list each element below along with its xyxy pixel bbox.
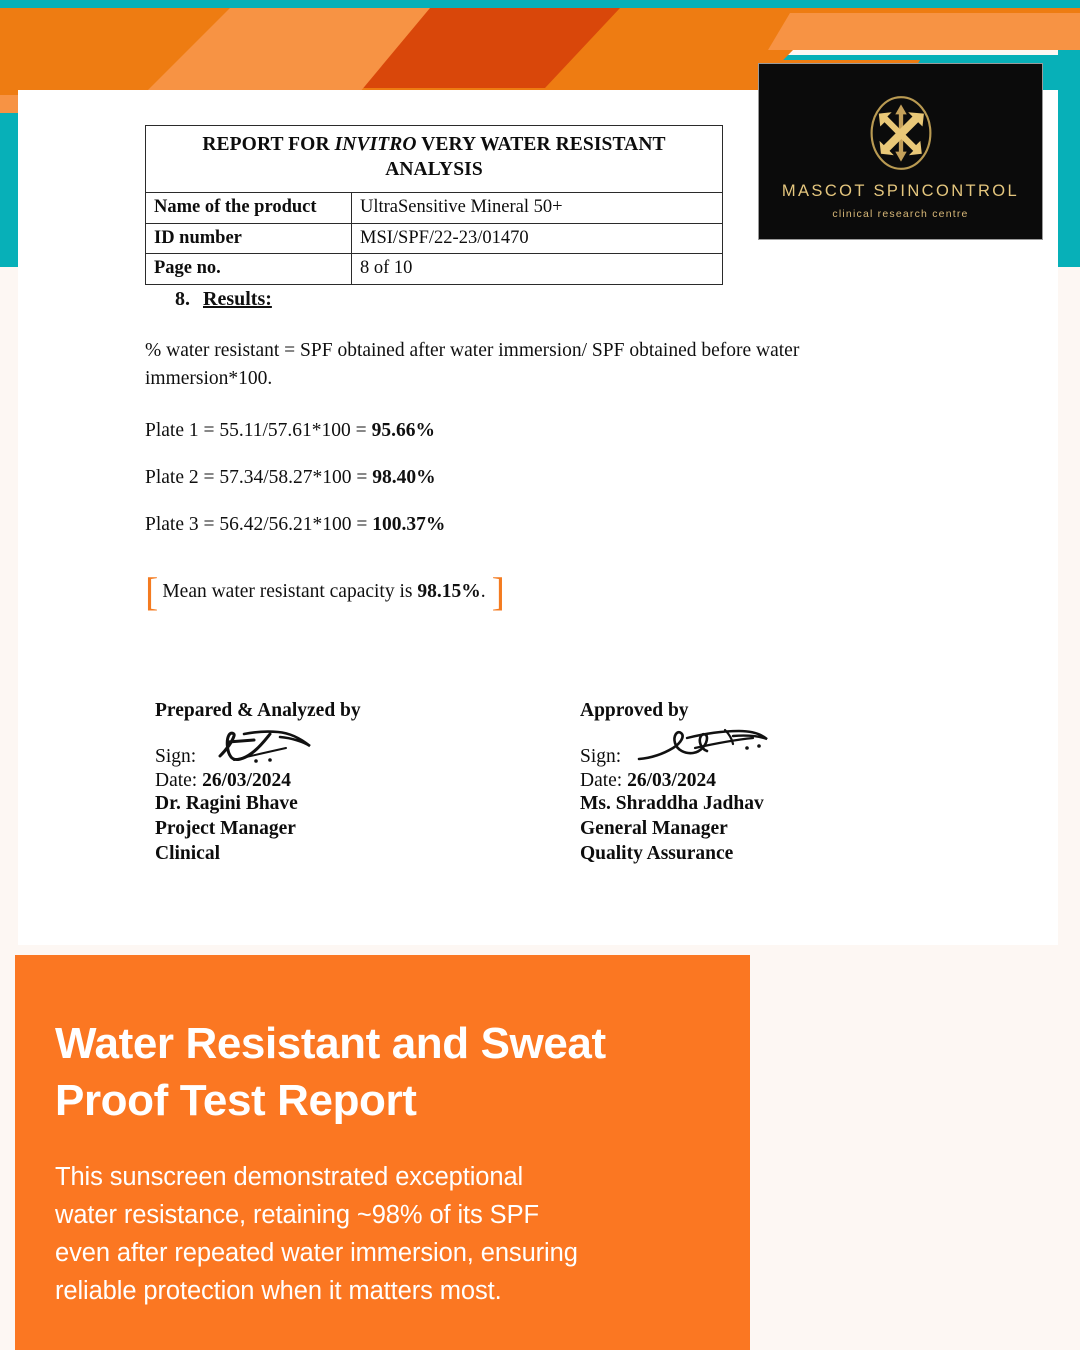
mean-result-text — [162, 581, 485, 603]
report-header-table — [145, 125, 723, 285]
highlight-bracket-right-icon: ] — [491, 569, 505, 615]
prepared-by-date — [155, 770, 550, 792]
approved-by-date-label: Date: — [580, 770, 628, 791]
signature-image-bhave — [204, 726, 344, 766]
approved-by-title: Approved by — [580, 700, 689, 721]
prepared-by-sign-label: Sign: — [155, 746, 197, 767]
highlight-bracket-left-icon: [ — [145, 569, 159, 615]
water-resistant-formula: % water resistant = SPF obtained after water immersion/ SPF obtained before water immersion*100. — [145, 340, 800, 389]
row-label-id: ID number — [146, 223, 352, 254]
signature-block — [155, 700, 945, 867]
caption-body-line4: reliable protection when it matters most. — [55, 1276, 502, 1305]
table-row — [146, 254, 723, 285]
prepared-by-sign-line — [155, 726, 550, 768]
mascot-spincontrol-logo — [758, 63, 1043, 240]
results-section — [145, 288, 945, 615]
approved-by-sign-label: Sign: — [580, 746, 622, 767]
approved-by-name: Ms. Shraddha Jadhav — [580, 793, 764, 814]
table-row — [146, 223, 723, 254]
caption-panel — [15, 955, 750, 1350]
report-title-prefix: REPORT FOR — [202, 134, 335, 155]
prepared-by-date-label: Date: — [155, 770, 203, 791]
caption-body-line3: even after repeated water immersion, ensuring — [55, 1238, 578, 1267]
logo-subtitle: clinical research centre — [832, 207, 969, 220]
plate-1-expression: Plate 1 = 55.11/57.61*100 = — [145, 420, 372, 442]
signature-approved-by — [550, 700, 945, 867]
table-title-row — [146, 126, 723, 193]
report-title-suffix: VERY WATER RESISTANT ANALYSIS — [385, 134, 666, 180]
mean-value: 98.15% — [417, 581, 481, 603]
row-value-page: 8 of 10 — [352, 254, 723, 285]
approved-by-date-value: 26/03/2024 — [627, 770, 716, 791]
row-label-page: Page no. — [146, 254, 352, 285]
row-label-product: Name of the product — [146, 192, 352, 223]
caption-title-line2: Proof Test Report — [55, 1076, 417, 1126]
mean-suffix: . — [480, 581, 486, 603]
deco-teal-top-band — [0, 0, 1080, 8]
results-section-number: 8. — [175, 288, 190, 310]
plate-2-value: 98.40% — [372, 467, 436, 489]
plate-3-value: 100.37% — [372, 514, 446, 536]
report-title-italic: INVITRO — [334, 134, 417, 155]
caption-title-line1: Water Resistant and Sweat — [55, 1019, 606, 1068]
approved-by-sign-line — [580, 726, 945, 768]
prepared-by-date-value: 26/03/2024 — [202, 770, 291, 791]
prepared-by-role-line1: Project Manager — [155, 817, 296, 839]
deco-orange-light-bar — [768, 13, 1080, 50]
prepared-by-title: Prepared & Analyzed by — [155, 700, 361, 721]
plate-3-expression: Plate 3 = 56.42/56.21*100 = — [145, 514, 373, 536]
row-value-id: MSI/SPF/22-23/01470 — [352, 223, 723, 254]
logo-name: MASCOT SPINCONTROL — [781, 181, 1020, 200]
mean-result-highlight — [145, 569, 945, 615]
signature-image-jadhav — [629, 726, 779, 766]
plate-2-result — [145, 467, 945, 489]
results-heading — [175, 288, 945, 311]
approved-by-role-line1: General Manager — [580, 817, 728, 839]
prepared-by-name: Dr. Ragini Bhave — [155, 793, 298, 814]
plate-1-result — [145, 420, 945, 442]
report-title-cell — [146, 126, 723, 193]
deco-teal-left-strip — [0, 113, 18, 267]
approved-by-date — [580, 770, 945, 792]
plate-1-value: 95.66% — [371, 420, 435, 442]
caption-body — [55, 1159, 695, 1310]
caption-body-line1: This sunscreen demonstrated exceptional — [55, 1163, 524, 1192]
results-section-title: Results: — [203, 288, 272, 310]
plate-2-expression: Plate 2 = 57.34/58.27*100 = — [145, 467, 373, 489]
plate-3-result — [145, 514, 945, 536]
approved-by-role-line2: Quality Assurance — [580, 842, 734, 864]
table-row — [146, 192, 723, 223]
row-value-product: UltraSensitive Mineral 50+ — [352, 192, 723, 223]
prepared-by-role-line2: Clinical — [155, 842, 221, 864]
caption-body-line2: water resistance, retaining ~98% of its SPF — [55, 1201, 539, 1230]
signature-prepared-by — [155, 700, 550, 867]
four-way-arrows-icon — [865, 90, 937, 176]
mean-prefix: Mean water resistant capacity is — [162, 581, 418, 603]
caption-title — [55, 1015, 695, 1129]
